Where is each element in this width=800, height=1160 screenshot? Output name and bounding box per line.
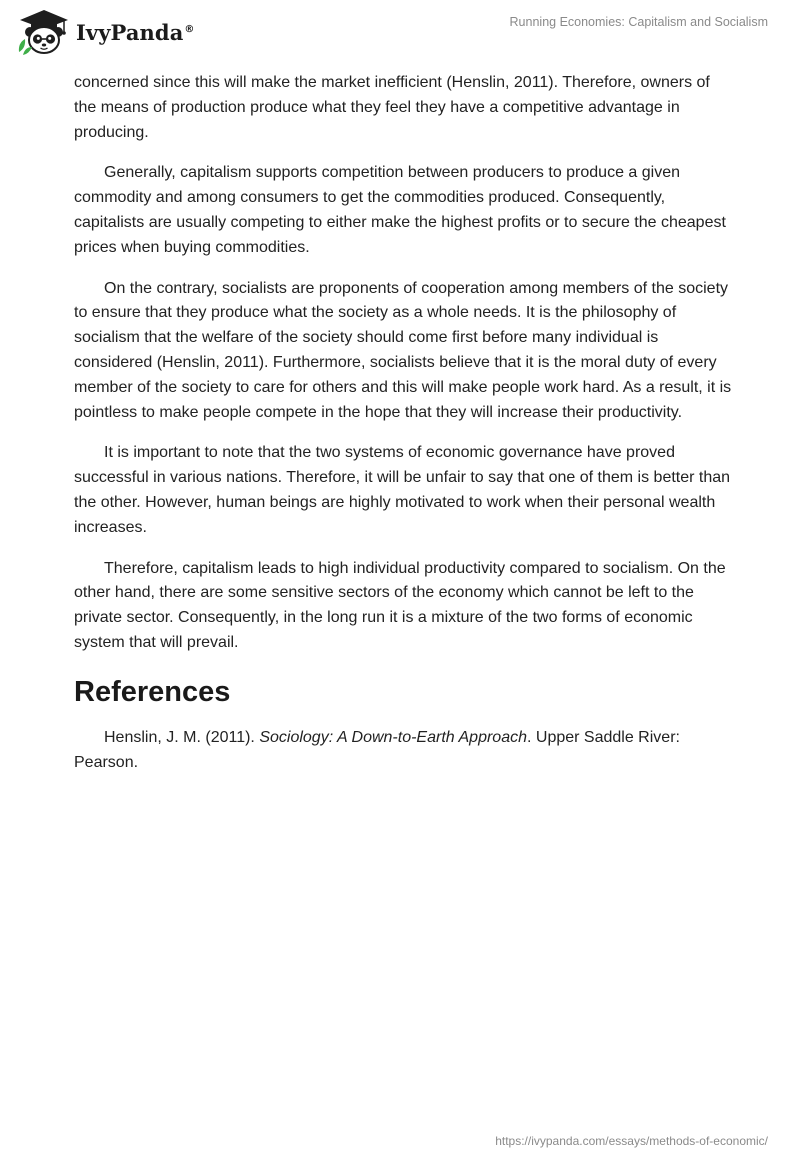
references-heading: References (74, 675, 231, 708)
brand-logo[interactable] (14, 8, 195, 56)
brand-name (76, 20, 195, 45)
registered-mark: ® (184, 23, 195, 35)
reference-entry (74, 726, 734, 776)
body-paragraph: Therefore, capitalism leads to high individual productivity compared to socialism. On the other hand, there are some sensitive sectors of the economy which cannot be left to the private sector. Consequently, in the long run it is a mixture of the two forms of economic system that will prevail. (74, 559, 726, 651)
body-paragraph: It is important to note that the two systems of economic governance have proved successful in various nations. Therefore, it will be unfair to say that one of them is better than the other. However, human beings are highly motivated to work when their personal wealth increases. (74, 444, 731, 536)
source-url[interactable]: https://ivypanda.com/essays/methods-of-economic/ (495, 1134, 768, 1148)
essay-content (74, 71, 734, 791)
page-header (0, 0, 800, 62)
brand-name-text: IvyPanda (76, 19, 184, 45)
reference-author-year: Henslin, J. M. (2011). (104, 728, 260, 746)
running-title: Running Economies: Capitalism and Socialism (509, 15, 768, 29)
body-paragraph: Generally, capitalism supports competition between producers to produce a given commodity and among consumers to get the commodities produced. Consequently, capitalists are usually competing to either make the highest profits or to secure the cheapest prices when buying commodities. (74, 164, 726, 256)
body-paragraph: On the contrary, socialists are proponents of cooperation among members of the society to ensure that they produce what the society as a whole needs. It is the philosophy of socialism that the welfare of the society should come first before many individual is considered (Henslin, 2011). Furthermore, socialists believe that it is the moral duty of every member of the society to care for others and this will make people work hard. As a result, it is pointless to make people compete in the hope that they will increase their productivity. (74, 279, 732, 421)
reference-title: Sociology: A Down-to-Earth Approach (259, 728, 527, 746)
reference-publisher: . Upper Saddle River: Pearson. (74, 728, 680, 771)
panda-graduate-icon (14, 8, 74, 56)
body-paragraph: concerned since this will make the market inefficient (Henslin, 2011). Therefore, owners of the means of production produce what they feel they have a competitive advantage in producing. (74, 74, 710, 141)
